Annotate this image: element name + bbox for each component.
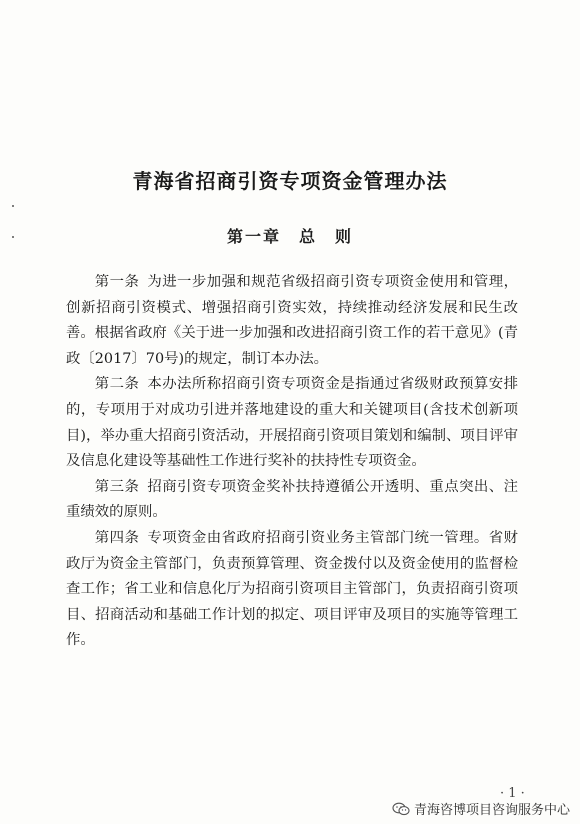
watermark <box>392 799 570 818</box>
document-body <box>66 270 518 654</box>
article-text: 专项资金由省政府招商引资业务主管部门统一管理。省财政厅为资金主管部门，负责预算管理、资金拨付以及资金使用的监督检查工作；省工业和信息化厅为招商引资项目主管部门，负责招商引资项目、招商活动和基础工作计划的拟定、项目评审及项目的实施等管理工作。 <box>66 529 518 649</box>
page-number: · 1 · <box>500 786 525 801</box>
article-label: 第四条 <box>94 529 140 546</box>
watermark-text: 青海咨博项目咨询服务中心 <box>413 803 570 818</box>
article-label: 第二条 <box>94 376 140 393</box>
article-4 <box>66 526 518 654</box>
scan-speck <box>12 205 14 207</box>
article-2 <box>66 372 518 474</box>
chapter-heading: 第一章 总 则 <box>226 227 353 246</box>
article-1 <box>66 270 518 372</box>
article-label: 第一条 <box>94 274 140 290</box>
article-text: 为进一步加强和规范省级招商引资专项资金使用和管理，创新招商引资模式、增强招商引资实效，持续推动经济发展和民生改善。根据省政府《关于进一步加强和改进招商引资工作的若干意见》(青政〔2017〕70号)的规定，制订本办法。 <box>66 274 518 367</box>
wechat-icon <box>392 802 410 816</box>
document-title: 青海省招商引资专项资金管理办法 <box>132 169 448 193</box>
article-label: 第三条 <box>94 478 140 495</box>
article-text: 本办法所称招商引资专项资金是指通过省级财政预算安排的，专项用于对成功引进并落地建设的重大和关键项目(含技术创新项目)，举办重大招商引资活动，开展招商引资项目策划和编制、项目评审及信息化建设等基础性工作进行奖补的扶持性专项资金。 <box>66 376 518 470</box>
article-3 <box>66 475 518 526</box>
article-text: 招商引资专项资金奖补扶持遵循公开透明、重点突出、注重绩效的原则。 <box>66 478 518 521</box>
